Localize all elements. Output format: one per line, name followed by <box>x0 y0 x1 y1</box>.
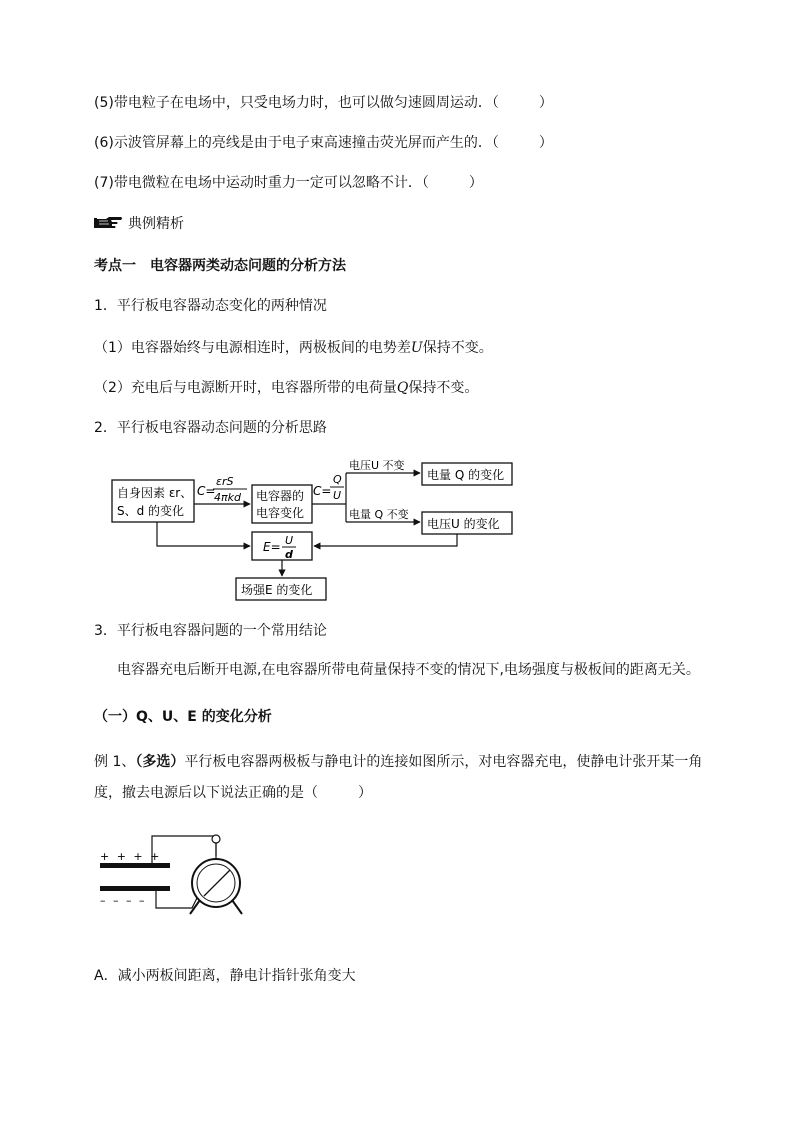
box-factors-line1: 自身因素 εr、 <box>117 486 193 500</box>
box-e-num: U <box>285 534 294 547</box>
pointing-hand-icon <box>94 216 124 230</box>
judge-item-7-text: 带电微粒在电场中运动时重力一定可以忽略不计．（ <box>113 175 429 191</box>
judge-item-6-label: (6) <box>94 135 114 151</box>
electrometer-leg-right <box>232 900 242 914</box>
sub-heading: （一）Q、U、E 的变化分析 <box>94 709 272 725</box>
box-capacitor-line1: 电容器的 <box>256 489 305 503</box>
judge-item-5-label: (5) <box>94 95 114 111</box>
var-q: Q <box>396 380 409 396</box>
box-factors-line2: S、d 的变化 <box>117 504 185 518</box>
example-line1 <box>94 752 702 772</box>
point3-title: 3．平行板电容器问题的一个常用结论 <box>94 623 327 639</box>
point1-item2 <box>94 378 478 398</box>
example-tag: （多选） <box>135 754 185 770</box>
box-e-lhs: E= <box>263 540 281 554</box>
minus-charges: – – – – <box>100 894 147 907</box>
judge-item-7 <box>94 173 483 193</box>
arrow-factors-to-e <box>157 522 250 546</box>
box-q-change-text: 电量 Q 的变化 <box>427 468 505 482</box>
box-e-den: d <box>285 548 293 561</box>
point1-item1-pre: （1）电容器始终与电源相连时，两极板间的电势差 <box>94 340 411 356</box>
judge-item-7-close: ） <box>468 175 483 191</box>
bottom-plate <box>100 886 170 891</box>
example-line2 <box>94 783 372 803</box>
top-plate <box>100 863 170 868</box>
point1-item1 <box>94 338 493 358</box>
judge-item-6 <box>94 133 553 153</box>
judge-item-5 <box>94 93 553 113</box>
formula-c-num: εrS <box>216 475 234 488</box>
wire-bottom <box>156 891 197 908</box>
var-u: U <box>410 340 423 356</box>
option-a: A．减小两板间距离，静电计指针张角变大 <box>94 968 356 984</box>
formula-c-den: 4πkd <box>214 491 241 504</box>
branch-top-label: 电压U 不变 <box>349 459 405 472</box>
branch-bottom-label: 电量 Q 不变 <box>349 508 409 521</box>
electrometer-knob <box>212 835 220 843</box>
wire-top <box>152 836 216 863</box>
box-capacitor-line2: 电容变化 <box>256 506 305 520</box>
box-e-formula <box>252 532 312 560</box>
judge-item-5-close: ） <box>538 95 553 111</box>
point1-item2-pre: （2）充电后与电源断开时，电容器所带的电荷量 <box>94 380 397 396</box>
example-prefix: 例 1、 <box>94 754 136 770</box>
point3-text: 电容器充电后断开电源,在电容器所带电荷量保持不变的情况下,电场强度与极板间的距离无关。 <box>117 662 700 678</box>
judge-item-7-label: (7) <box>94 175 114 191</box>
formula-q-lhs: C= <box>313 484 332 498</box>
example-line1-text: 平行板电容器两极板与静电计的连接如图所示，对电容器充电，使静电计张开某一角 <box>184 754 703 770</box>
point1-title: 1．平行板电容器动态变化的两种情况 <box>94 298 327 314</box>
formula-c-lhs: C= <box>197 484 216 498</box>
arrow-u-to-e <box>314 534 457 546</box>
point2-title: 2．平行板电容器动态问题的分析思路 <box>94 420 327 436</box>
section-heading <box>94 214 184 234</box>
box-e-change-text: 场强E 的变化 <box>241 583 313 597</box>
judge-item-6-text: 示波管屏幕上的亮线是由于电子束高速撞击荧光屏而产生的．（ <box>113 135 499 151</box>
box-u-change-text: 电压U 的变化 <box>427 517 500 531</box>
point1-item1-post: 保持不变。 <box>422 340 493 356</box>
judge-item-5-text: 带电粒子在电场中，只受电场力时，也可以做匀速圆周运动．（ <box>113 95 499 111</box>
example-line2-text: 度，撤去电源后以下说法正确的是（ <box>94 785 318 801</box>
formula-q-num: Q <box>333 473 342 486</box>
analysis-flowchart <box>0 455 794 605</box>
capacitor-electrometer-figure <box>94 828 274 932</box>
plus-charges: + + + + <box>100 850 162 863</box>
example-line2-close: ） <box>358 785 372 801</box>
point1-item2-post: 保持不变。 <box>408 380 479 396</box>
formula-q-den: U <box>333 489 342 502</box>
topic-title: 考点一 电容器两类动态问题的分析方法 <box>94 258 346 274</box>
section-heading-text: 典例精析 <box>128 216 184 232</box>
judge-item-6-close: ） <box>538 135 553 151</box>
